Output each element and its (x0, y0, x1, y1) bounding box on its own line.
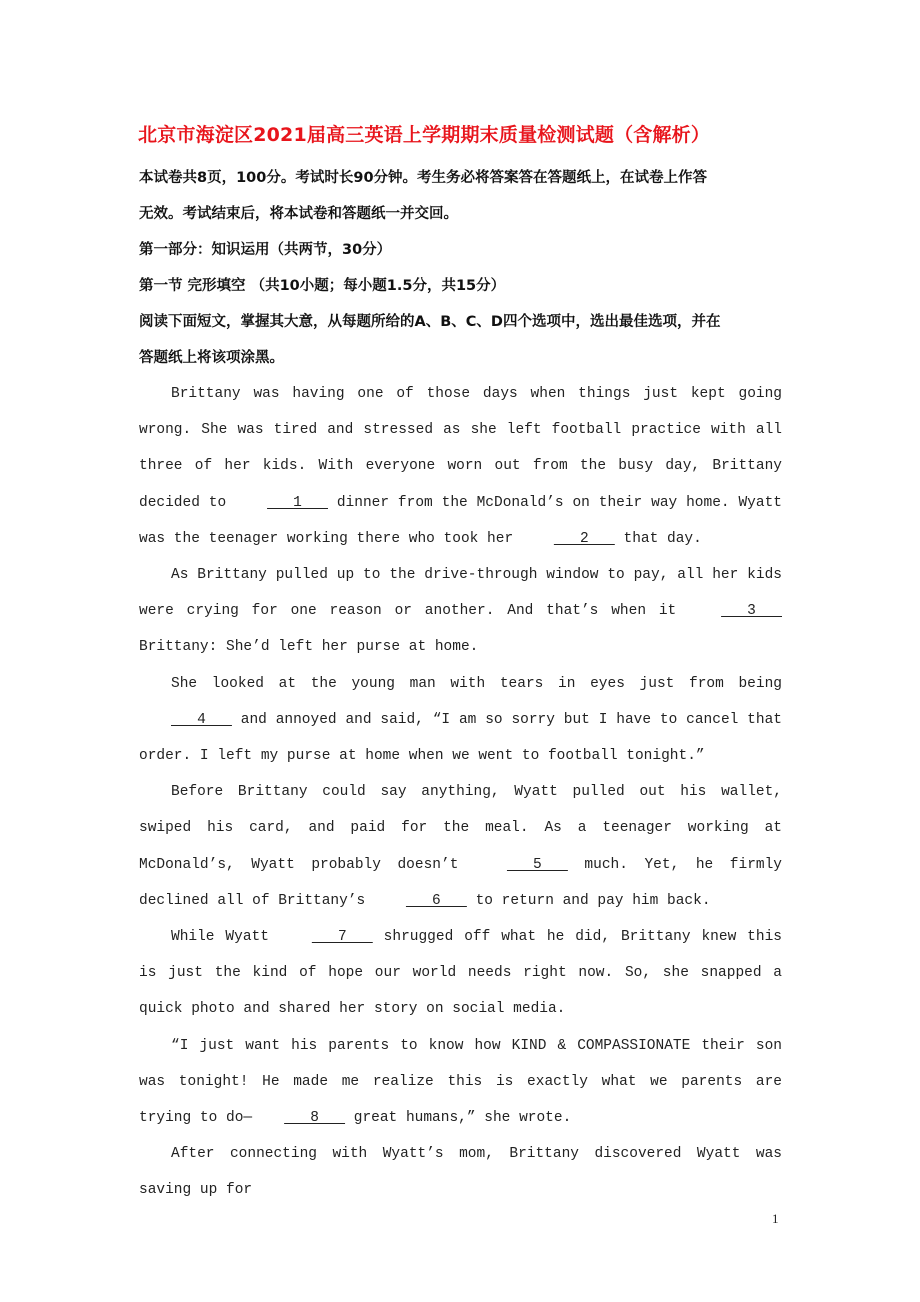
paragraph-7 (139, 1136, 782, 1208)
directions-line-1: 阅读下面短文，掌握其大意，从每题所给的A、B、C、D四个选项中，选出最佳选项，并在 (139, 314, 721, 330)
blank-8: 8 (284, 1110, 346, 1127)
section-heading: 第一节 完形填空 （共10小题；每小题1.5分，共15分） (139, 278, 506, 294)
text-span: to return and pay him back. (466, 892, 711, 909)
paragraph-6 (139, 1028, 782, 1137)
exam-title: 北京市海淀区2021届高三英语上学期期末质量检测试题（含解析） (138, 124, 711, 146)
blank-7: 7 (311, 929, 373, 946)
paragraph-2 (139, 557, 782, 666)
blank-4: 4 (171, 711, 232, 728)
text-span: great humans,” she wrote. (345, 1110, 572, 1127)
part-heading: 第一部分：知识运用（共两节，30分） (139, 242, 392, 258)
blank-1: 1 (267, 494, 328, 511)
directions-line-2: 答题纸上将该项涂黑。 (139, 350, 284, 366)
exam-instructions-line-2: 无效。考试结束后，将本试卷和答题纸一并交回。 (139, 206, 458, 222)
text-span: that day. (614, 530, 702, 547)
blank-3: 3 (721, 603, 782, 620)
blank-5: 5 (506, 856, 568, 873)
cloze-passage (139, 376, 782, 1209)
text-span: Before Brittany could say anything, Wyatt pulled out his wallet, swiped his card, and paid for the meal. As a teenager working at McDonald’s, Wyatt probably doesn’t (139, 784, 782, 873)
page-number: 1 (772, 1211, 779, 1226)
text-span: She looked at the young man with tears in eyes just from being (171, 675, 782, 692)
paragraph-4 (139, 774, 782, 919)
text-span: While Wyatt (171, 929, 280, 946)
text-span: Brittany was having one of those days when things just kept going wrong. She was tired and stressed as she left football practice with all three of her kids. With everyone worn out from the busy day, Brittany decided to (139, 386, 782, 511)
text-span: As Brittany pulled up to the drive-through window to pay, all her kids were crying for one reason or another. And that’s when it (139, 567, 782, 620)
text-span: “I just want his parents to know how KIND & COMPASSIONATE their son was tonight! He made me realize this is exactly what we parents are trying to do— (139, 1037, 782, 1127)
text-span: much. Yet, he firmly declined all of Brittany’s (139, 856, 782, 909)
exam-instructions-line-1: 本试卷共8页，100分。考试时长90分钟。考生务必将答案答在答题纸上，在试卷上作答 (139, 170, 708, 186)
paragraph-3 (139, 666, 782, 775)
text-span: and annoyed and said, “I am so sorry but I have to cancel that order. I left my purse at home when we went to football tonight.” (139, 711, 782, 765)
text-span: After connecting with Wyatt’s mom, Brittany discovered Wyatt was saving up for (139, 1146, 782, 1199)
text-span: Brittany: She’d left her purse at home. (139, 639, 479, 656)
text-span: shrugged off what he did, Brittany knew this is just the kind of hope our world needs right now. So, she snapped a quick photo and shared her story on social media. (139, 929, 782, 1018)
paragraph-5 (139, 919, 782, 1028)
text-span: dinner from the McDonald’s on their way home. Wyatt was the teenager working there who took her (139, 494, 782, 547)
paragraph-1 (139, 376, 782, 557)
blank-6: 6 (405, 892, 467, 909)
blank-2: 2 (553, 530, 615, 547)
